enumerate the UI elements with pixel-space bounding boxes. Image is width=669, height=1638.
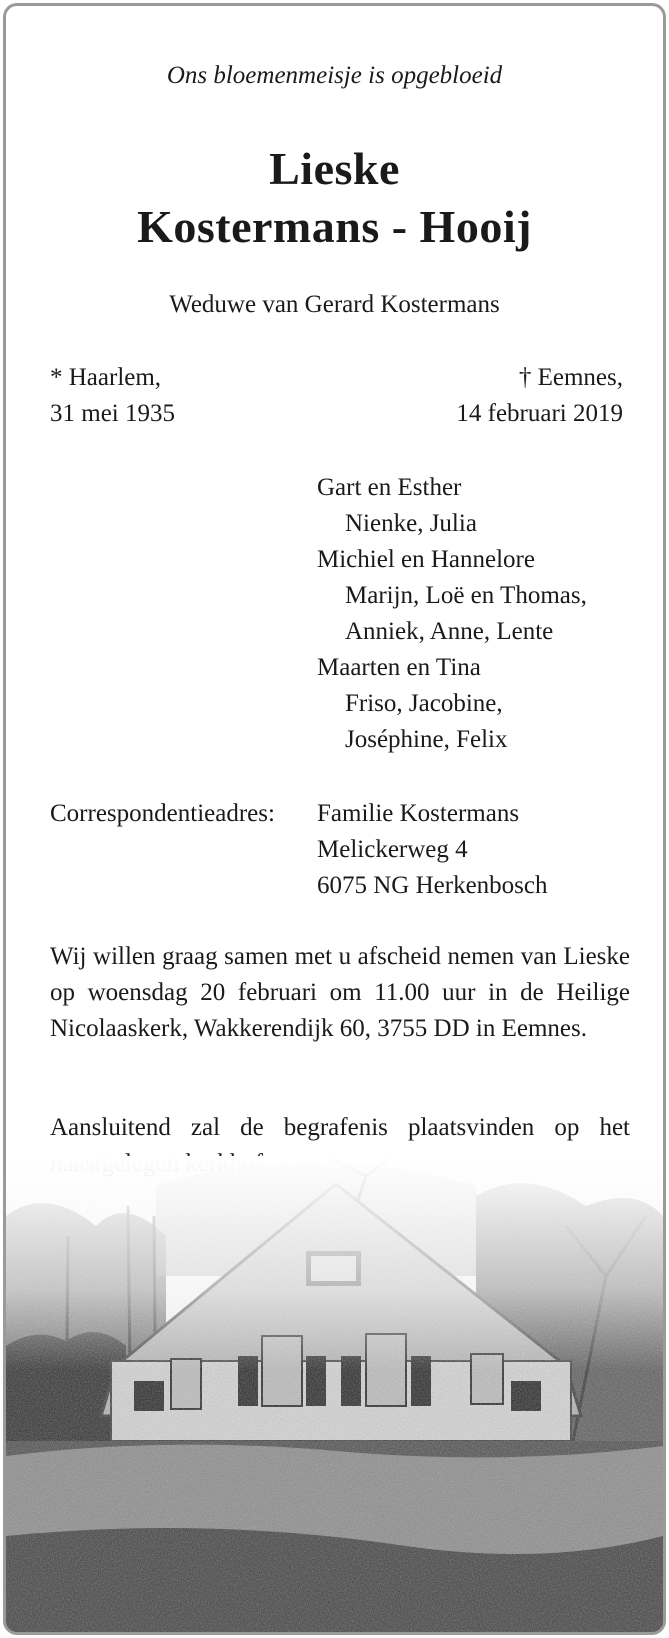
widow-of-line: Weduwe van Gerard Kostermans (169, 291, 500, 318)
birth-info (50, 360, 175, 432)
deceased-surname: Kostermans - Hooij (137, 201, 532, 252)
family-line: Gart en Esther (317, 474, 462, 501)
farmhouse-photo (6, 1156, 663, 1632)
correspondence-address (317, 796, 548, 904)
birth-date: 31 mei 1935 (50, 400, 175, 427)
deceased-first-name: Lieske (269, 143, 400, 194)
death-info (456, 360, 623, 432)
burial-paragraph: Aansluitend zal de begrafenis plaatsvinden op het (50, 1114, 630, 1141)
family-list (317, 470, 587, 758)
grandchildren-line: Nienke, Julia (345, 510, 477, 537)
grandchildren-line: Marijn, Loë en Thomas, (345, 582, 587, 609)
death-place: † Eemnes, (518, 364, 623, 391)
family-line: Maarten en Tina (317, 654, 481, 681)
correspondence-label: Correspondentieadres: (50, 800, 275, 827)
farewell-paragraph: Wij willen graag samen met u afscheid nemen van Lieske op woensdag 20 februari om 11.00 uur in de Heilige Nicolaaskerk, Wakkerendijk 60, 3755 DD in Eemnes. (50, 943, 630, 1042)
address-line: Melickerweg 4 (317, 836, 468, 863)
address-line: Familie Kostermans (317, 800, 520, 827)
family-line: Michiel en Hannelore (317, 546, 535, 573)
obituary-card (3, 3, 666, 1635)
death-date: 14 februari 2019 (456, 400, 623, 427)
grandchildren-line: Friso, Jacobine, (345, 690, 503, 717)
birth-place: * Haarlem, (50, 364, 162, 391)
grandchildren-line: Joséphine, Felix (345, 726, 508, 753)
grandchildren-line: Anniek, Anne, Lente (345, 618, 554, 645)
address-line: 6075 NG Herkenbosch (317, 872, 548, 899)
motto: Ons bloemenmeisje is opgebloeid (166, 62, 503, 89)
